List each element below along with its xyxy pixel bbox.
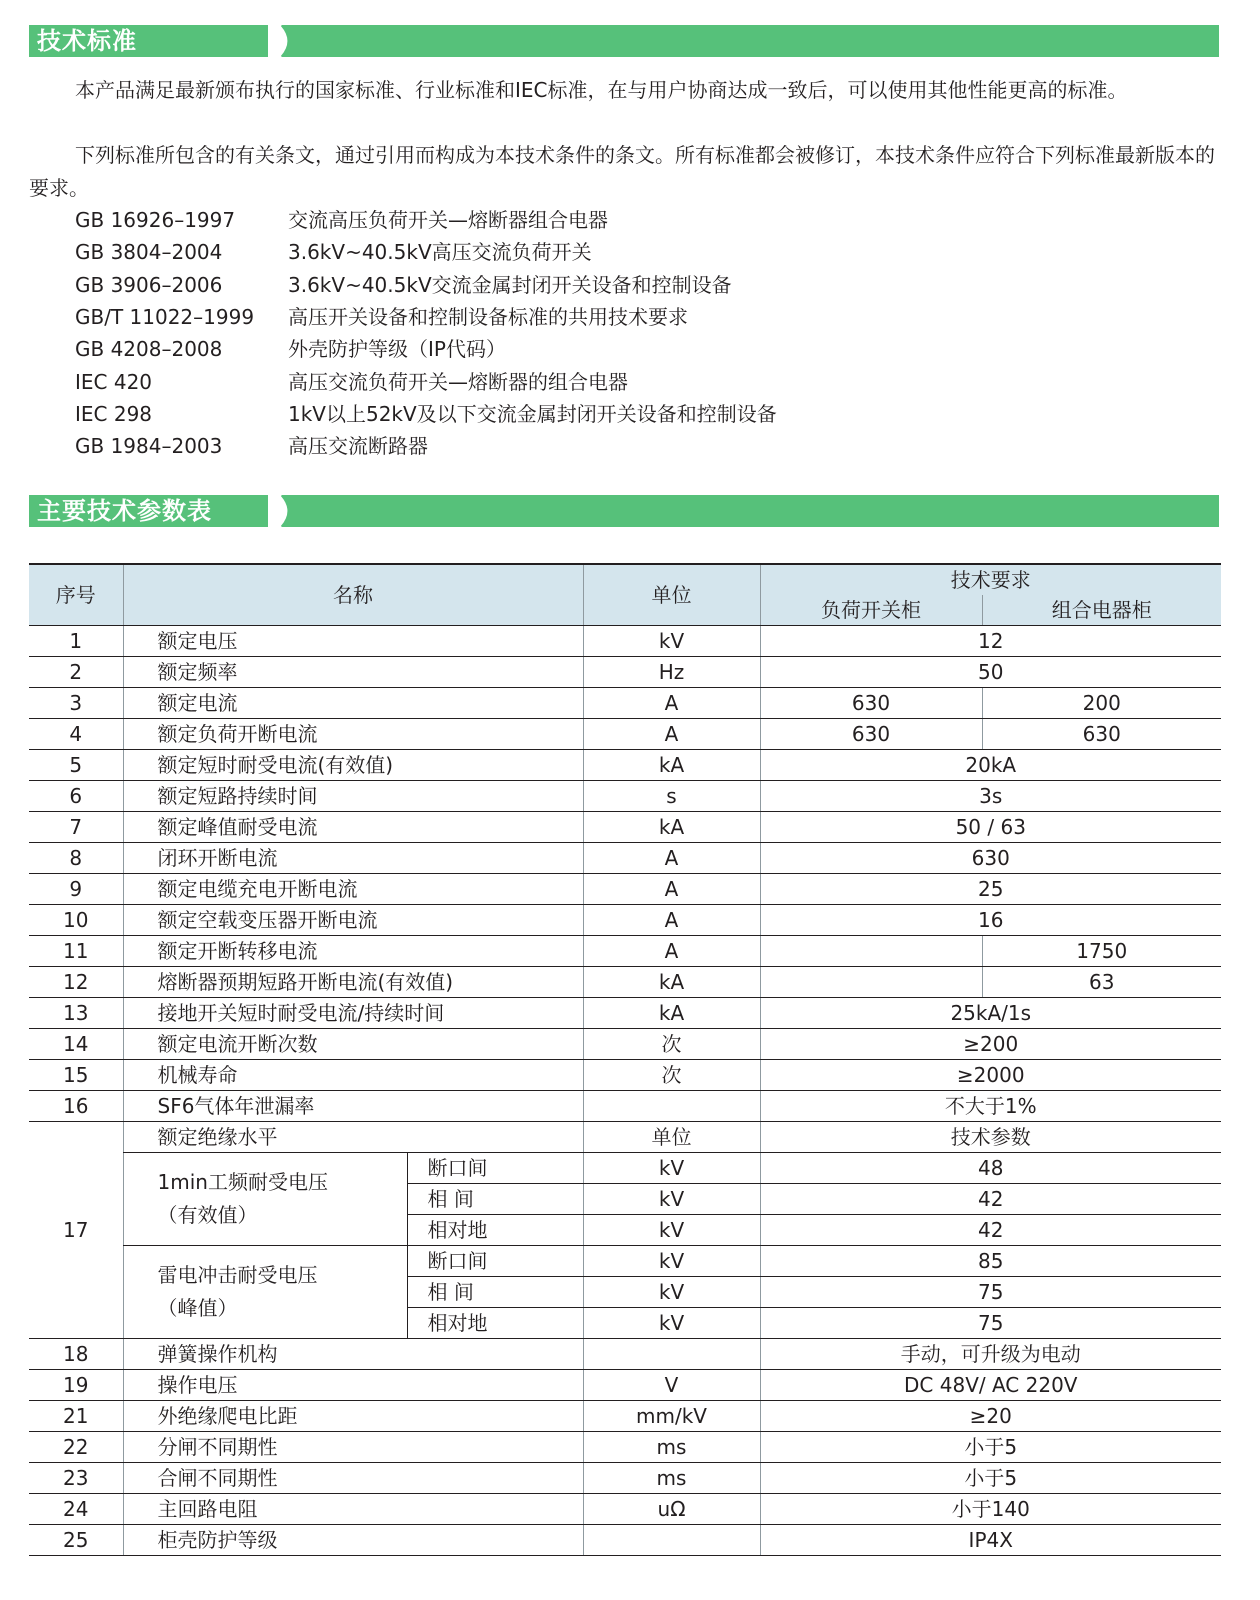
param-name: 闭环开断电流 <box>123 843 583 874</box>
standard-code: IEC 420 <box>75 369 153 394</box>
param-value: 手动，可升级为电动 <box>760 1339 1221 1370</box>
standard-code: GB/T 11022–1999 <box>75 304 255 329</box>
row-number: 2 <box>29 657 123 688</box>
row-number: 14 <box>29 1029 123 1060</box>
param-value: 不大于1% <box>760 1091 1221 1122</box>
param-value: 85 <box>760 1246 1221 1277</box>
standard-description: 3.6kV~40.5kV高压交流负荷开关 <box>288 240 592 265</box>
param-name: 主回路电阻 <box>123 1494 583 1525</box>
section-title: 主要技术参数表 <box>37 497 212 525</box>
param-value: 42 <box>760 1184 1221 1215</box>
param-name: 分闸不同期性 <box>123 1432 583 1463</box>
table-row <box>29 1401 1221 1432</box>
header-requirements: 技术要求 <box>760 565 1221 595</box>
row-number: 3 <box>29 688 123 719</box>
insulation-sub-name: 断口间 <box>407 1246 583 1277</box>
param-unit: kA <box>583 998 760 1029</box>
param-unit: 次 <box>583 1029 760 1060</box>
table-header-row <box>29 565 1221 595</box>
param-value: 技术参数 <box>760 1122 1221 1153</box>
param-unit: mm/kV <box>583 1401 760 1432</box>
row-number: 17 <box>29 1122 123 1339</box>
value-load-switch: 630 <box>760 688 982 719</box>
param-unit <box>583 1525 760 1556</box>
insulation-group-label <box>123 1153 407 1246</box>
param-unit: kV <box>583 1246 760 1277</box>
group-label-line: 1min工频耐受电压 <box>157 1170 328 1194</box>
row-number: 23 <box>29 1463 123 1494</box>
param-name: SF6气体年泄漏率 <box>123 1091 583 1122</box>
param-name: 操作电压 <box>123 1370 583 1401</box>
param-value: 25kA/1s <box>760 998 1221 1029</box>
table-row <box>29 1153 1221 1184</box>
param-unit: ms <box>583 1463 760 1494</box>
param-unit: kV <box>583 1184 760 1215</box>
param-unit: kV <box>583 1308 760 1339</box>
table-row <box>29 1525 1221 1556</box>
insulation-sub-name: 相对地 <box>407 1308 583 1339</box>
group-label-line: （峰值） <box>157 1296 238 1320</box>
value-combined: 200 <box>982 688 1221 719</box>
param-unit: uΩ <box>583 1494 760 1525</box>
row-number: 22 <box>29 1432 123 1463</box>
parameters-table <box>29 565 1221 1556</box>
param-unit: kV <box>583 626 760 657</box>
param-name: 弹簧操作机构 <box>123 1339 583 1370</box>
param-unit: kA <box>583 967 760 998</box>
group-label-line: （有效值） <box>157 1203 258 1227</box>
table-row <box>29 812 1221 843</box>
table-row <box>29 1432 1221 1463</box>
param-value: ≥20 <box>760 1401 1221 1432</box>
standard-description: 1kV以上52kV及以下交流金属封闭开关设备和控制设备 <box>288 401 777 426</box>
row-number: 13 <box>29 998 123 1029</box>
value-combined: 630 <box>982 719 1221 750</box>
param-value: 小于5 <box>760 1463 1221 1494</box>
row-number: 4 <box>29 719 123 750</box>
table-row <box>29 1370 1221 1401</box>
row-number: 16 <box>29 1091 123 1122</box>
row-number: 5 <box>29 750 123 781</box>
param-unit: V <box>583 1370 760 1401</box>
insulation-sub-name: 相对地 <box>407 1215 583 1246</box>
param-value: 50 <box>760 657 1221 688</box>
value-combined: 1750 <box>982 936 1221 967</box>
value-load-switch: 630 <box>760 719 982 750</box>
param-value: 630 <box>760 843 1221 874</box>
standard-description: 外壳防护等级（IP代码） <box>288 337 506 362</box>
param-value: 42 <box>760 1215 1221 1246</box>
row-number: 25 <box>29 1525 123 1556</box>
param-value: 75 <box>760 1308 1221 1339</box>
table-row <box>29 750 1221 781</box>
row-number: 24 <box>29 1494 123 1525</box>
table-row <box>29 719 1221 750</box>
param-name: 额定负荷开断电流 <box>123 719 583 750</box>
param-unit: kV <box>583 1153 760 1184</box>
standard-code: GB 4208–2008 <box>75 337 223 362</box>
standard-description: 高压交流负荷开关—熔断器的组合电器 <box>288 369 628 394</box>
table-row <box>29 1494 1221 1525</box>
row-number: 19 <box>29 1370 123 1401</box>
param-name: 额定峰值耐受电流 <box>123 812 583 843</box>
standard-code: GB 16926–1997 <box>75 208 236 232</box>
param-unit: kA <box>583 812 760 843</box>
header-name: 名称 <box>123 565 583 626</box>
param-value: ≥200 <box>760 1029 1221 1060</box>
section-title: 技术标准 <box>37 27 137 55</box>
standard-description: 交流高压负荷开关—熔断器组合电器 <box>288 208 608 232</box>
param-unit: A <box>583 874 760 905</box>
table-row <box>29 1091 1221 1122</box>
reference-paragraph: 下列标准所包含的有关条文，通过引用而构成为本技术条件的条文。所有标准都会被修订，本技术条件应符合下列标准最新版本的要求。 <box>29 143 1215 200</box>
param-value: 小于140 <box>760 1494 1221 1525</box>
row-number: 6 <box>29 781 123 812</box>
table-row <box>29 936 1221 967</box>
param-unit: s <box>583 781 760 812</box>
param-name: 额定绝缘水平 <box>123 1122 583 1153</box>
param-unit: A <box>583 688 760 719</box>
param-value: 16 <box>760 905 1221 936</box>
param-value: DC 48V/ AC 220V <box>760 1370 1221 1401</box>
table-row <box>29 967 1221 998</box>
param-name: 额定空载变压器开断电流 <box>123 905 583 936</box>
param-name: 外绝缘爬电比距 <box>123 1401 583 1432</box>
param-unit: kV <box>583 1215 760 1246</box>
standard-code: GB 3804–2004 <box>75 240 223 265</box>
param-name: 额定电流开断次数 <box>123 1029 583 1060</box>
param-value: 75 <box>760 1277 1221 1308</box>
param-name: 额定短路持续时间 <box>123 781 583 812</box>
section-tab-curve <box>268 495 304 527</box>
group-label-line: 雷电冲击耐受电压 <box>157 1263 318 1287</box>
section-header-standards <box>29 25 1219 57</box>
table-row <box>29 1122 1221 1153</box>
row-number: 18 <box>29 1339 123 1370</box>
header-combined: 组合电器柜 <box>982 595 1221 626</box>
row-number: 10 <box>29 905 123 936</box>
section-tab-curve <box>268 25 304 57</box>
table-row <box>29 1246 1221 1277</box>
param-unit: 次 <box>583 1060 760 1091</box>
param-value: ≥2000 <box>760 1060 1221 1091</box>
param-name: 合闸不同期性 <box>123 1463 583 1494</box>
param-name: 额定短时耐受电流(有效值) <box>123 750 583 781</box>
insulation-sub-name: 断口间 <box>407 1153 583 1184</box>
row-number: 12 <box>29 967 123 998</box>
table-row <box>29 657 1221 688</box>
row-number: 11 <box>29 936 123 967</box>
param-value: 48 <box>760 1153 1221 1184</box>
table-row <box>29 843 1221 874</box>
param-value: IP4X <box>760 1525 1221 1556</box>
value-combined: 63 <box>982 967 1221 998</box>
param-name: 额定电缆充电开断电流 <box>123 874 583 905</box>
param-value: 50 / 63 <box>760 812 1221 843</box>
table-row <box>29 874 1221 905</box>
table-row <box>29 688 1221 719</box>
value-load-switch <box>760 936 982 967</box>
intro-paragraph: 本产品满足最新颁布执行的国家标准、行业标准和IEC标准，在与用户协商达成一致后，可以使用其他性能更高的标准。 <box>75 78 1128 102</box>
param-unit: A <box>583 905 760 936</box>
row-number: 15 <box>29 1060 123 1091</box>
param-unit: ms <box>583 1432 760 1463</box>
table-row <box>29 781 1221 812</box>
table-row <box>29 1339 1221 1370</box>
row-number: 9 <box>29 874 123 905</box>
param-value: 12 <box>760 626 1221 657</box>
table-row <box>29 1029 1221 1060</box>
header-load-switch: 负荷开关柜 <box>760 595 982 626</box>
param-unit: kV <box>583 1277 760 1308</box>
table-row <box>29 1463 1221 1494</box>
param-value: 小于5 <box>760 1432 1221 1463</box>
param-name: 柜壳防护等级 <box>123 1525 583 1556</box>
param-unit: 单位 <box>583 1122 760 1153</box>
table-row <box>29 998 1221 1029</box>
param-name: 熔断器预期短路开断电流(有效值) <box>123 967 583 998</box>
param-unit: A <box>583 936 760 967</box>
param-name: 接地开关短时耐受电流/持续时间 <box>123 998 583 1029</box>
section-header-parameters <box>29 495 1219 527</box>
table-row <box>29 626 1221 657</box>
insulation-sub-name: 相 间 <box>407 1277 583 1308</box>
standard-description: 3.6kV~40.5kV交流金属封闭开关设备和控制设备 <box>288 272 732 297</box>
standard-code: IEC 298 <box>75 401 153 426</box>
row-number: 21 <box>29 1401 123 1432</box>
param-unit <box>583 1339 760 1370</box>
param-unit: A <box>583 719 760 750</box>
row-number: 8 <box>29 843 123 874</box>
standard-description: 高压交流断路器 <box>288 434 428 459</box>
param-name: 额定频率 <box>123 657 583 688</box>
standard-code: GB 3906–2006 <box>75 272 223 297</box>
param-unit: Hz <box>583 657 760 688</box>
param-unit: kA <box>583 750 760 781</box>
standard-code: GB 1984–2003 <box>75 434 223 459</box>
row-number: 1 <box>29 626 123 657</box>
param-unit: A <box>583 843 760 874</box>
param-value: 20kA <box>760 750 1221 781</box>
row-number: 7 <box>29 812 123 843</box>
param-unit <box>583 1091 760 1122</box>
header-unit: 单位 <box>583 565 760 626</box>
standard-description: 高压开关设备和控制设备标准的共用技术要求 <box>288 304 688 329</box>
insulation-sub-name: 相 间 <box>407 1184 583 1215</box>
param-name: 额定电流 <box>123 688 583 719</box>
table-row <box>29 1060 1221 1091</box>
param-value: 25 <box>760 874 1221 905</box>
param-name: 额定开断转移电流 <box>123 936 583 967</box>
value-load-switch <box>760 967 982 998</box>
table-row <box>29 905 1221 936</box>
param-value: 3s <box>760 781 1221 812</box>
header-no: 序号 <box>29 565 123 626</box>
insulation-group-label <box>123 1246 407 1339</box>
param-name: 额定电压 <box>123 626 583 657</box>
param-name: 机械寿命 <box>123 1060 583 1091</box>
